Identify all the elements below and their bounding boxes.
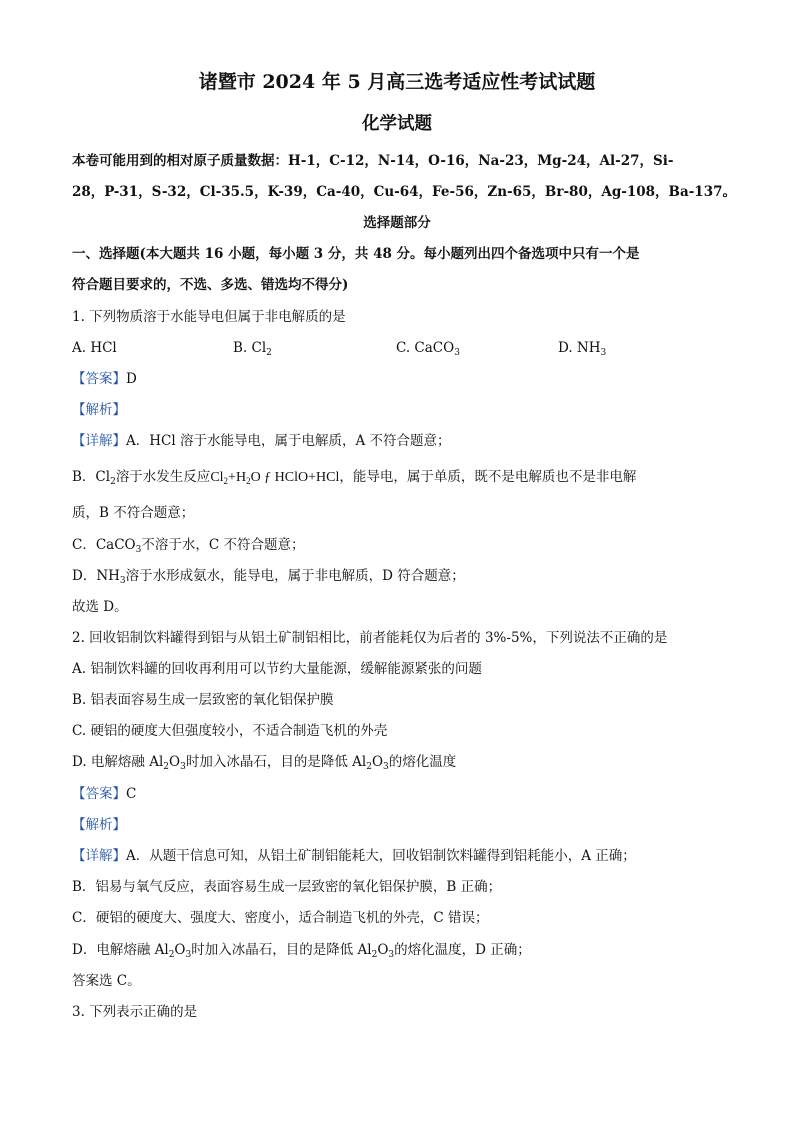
question-1-option-c: C. CaCO$_3$: [396, 340, 460, 358]
detail-label: 【详解】: [72, 848, 126, 864]
section-instruction-line-2: 符合题目要求的，不选、多选、错选均不得分): [72, 277, 349, 293]
atomic-mass-line-1: 本卷可能用到的相对原子质量数据：H-1，C-12，N-14，O-16，Na-23，Mg-24，Al-27，Si-: [72, 153, 674, 169]
question-2-option-c: C. 硬铝的硬度大但强度较小，不适合制造飞机的外壳: [72, 723, 388, 739]
question-1-option-b: B. $Cl_2$: [233, 340, 272, 358]
question-1-answer: 【答案】D: [72, 371, 137, 387]
question-1-option-a: A. HCl: [72, 340, 117, 356]
question-2-detail-a: 【详解】A．从题干信息可知，从铝土矿制铝能耗大，回收铝制饮料罐得到铝耗能小，A 正确；: [72, 848, 636, 864]
question-1-detail-d: D．$NH_3$溶于水形成氨水，能导电，属于非电解质，D 符合题意；: [72, 568, 465, 586]
detail-label: 【详解】: [72, 433, 126, 449]
question-2-stem: 2. 回收铝制饮料罐得到铝与从铝土矿制铝相比，前者能耗仅为后者的 3%-5%，下列说法不正确的是: [72, 630, 668, 646]
question-2-answer: 【答案】C: [72, 786, 137, 802]
subject-title: 化学试题: [362, 114, 432, 134]
question-2-analysis-label: 【解析】: [72, 817, 126, 833]
question-1-detail-b-cont: 质，B 不符合题意；: [72, 505, 195, 521]
answer-label: 【答案】: [72, 786, 126, 802]
answer-label: 【答案】: [72, 371, 126, 387]
question-2-detail-d: D．电解熔融 $Al_2O_3$时加入冰晶石，目的是降低 $Al_2O_3$的熔化温度，D 正确；: [72, 942, 531, 960]
question-2-option-b: B. 铝表面容易生成一层致密的氧化铝保护膜: [72, 692, 334, 708]
atomic-mass-line-2: 28，P-31，S-32，Cl-35.5，K-39，Ca-40，Cu-64，Fe-56，Zn-65，Br-80，Ag-108，Ba-137。: [72, 184, 736, 200]
question-2-detail-c: C．硬铝的硬度大、强度大、密度小，适合制造飞机的外壳，C 错误；: [72, 910, 489, 926]
question-1-analysis-label: 【解析】: [72, 402, 126, 418]
question-1-detail-b: B．$Cl_2$溶于水发生反应$Cl_2+H_2O$ ƒ HClO+HCl，能导电，属于单质，既不是电解质也不是非电解: [72, 469, 637, 487]
question-2-conclusion: 答案选 C。: [72, 973, 141, 989]
reaction-equation: $Cl_2+H_2O$ ƒ HClO+HCl: [210, 470, 340, 486]
question-1-option-d: D. $NH_3$: [558, 340, 607, 358]
question-1-detail-c: C．CaCO$_3$不溶于水，C 不符合题意；: [72, 537, 305, 555]
question-1-conclusion: 故选 D。: [72, 599, 128, 615]
question-3-stem: 3. 下列表示正确的是: [72, 1004, 198, 1020]
question-2-detail-b: B．铝易与氧气反应，表面容易生成一层致密的氧化铝保护膜，B 正确；: [72, 879, 502, 895]
question-1-stem: 1. 下列物质溶于水能导电但属于非电解质的是: [72, 309, 346, 325]
question-2-option-a: A. 铝制饮料罐的回收再利用可以节约大量能源，缓解能源紧张的问题: [72, 661, 482, 677]
exam-title: 诸暨市 2024 年 5 月高三选考适应性考试试题: [198, 71, 596, 93]
section-instruction-line-1: 一、选择题(本大题共 16 小题，每小题 3 分，共 48 分。每小题列出四个备选项中只有一个是: [72, 246, 640, 262]
question-1-detail-a: 【详解】A．HCl 溶于水能导电，属于电解质，A 不符合题意；: [72, 433, 451, 449]
section-heading: 选择题部分: [363, 215, 431, 231]
question-2-option-d: D. 电解熔融 $Al_2O_3$时加入冰晶石，目的是降低 $Al_2O_3$的熔化温度: [72, 754, 457, 772]
